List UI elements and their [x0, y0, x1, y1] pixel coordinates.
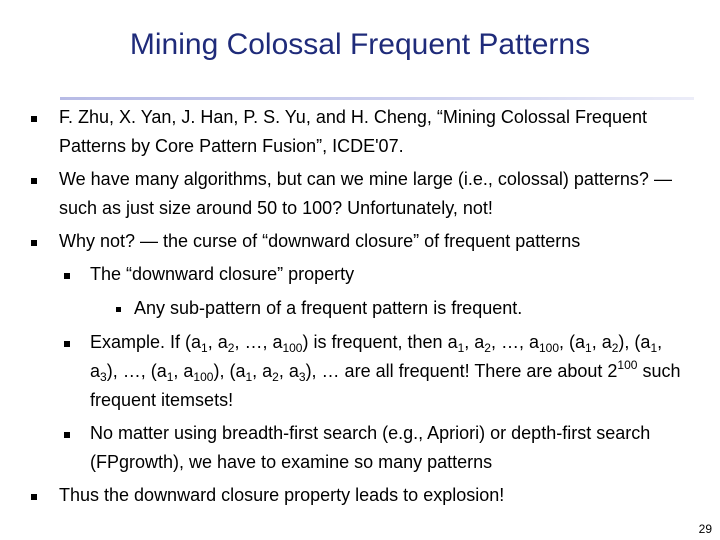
bullet-marker [31, 494, 37, 500]
page-number: 29 [698, 522, 712, 536]
bullet-text: Thus the downward closure property leads to explosion! [59, 485, 505, 505]
bullet-marker [64, 341, 70, 347]
bullet-text: We have many algorithms, but can we mine large (i.e., colossal) patterns? — such as just size around 50 to 100? Unfortunately, not! [59, 169, 672, 218]
bullet-reference [59, 103, 679, 161]
slide-title: Mining Colossal Frequent Patterns [129, 28, 591, 61]
title-underline [60, 97, 694, 100]
bullet-example [90, 328, 690, 415]
bullet-search [90, 419, 690, 477]
bullet-marker [31, 178, 37, 184]
bullet-why-not [59, 227, 679, 256]
bullet-text: No matter using breadth-first search (e.g., Apriori) or depth-first search (FPgrowth), we have to examine so many patterns [90, 423, 651, 472]
bullet-marker [116, 307, 121, 312]
bullet-text: F. Zhu, X. Yan, J. Han, P. S. Yu, and H. Cheng, “Mining Colossal Frequent Patterns by Core Pattern Fusion”, ICDE'07. [59, 107, 647, 156]
bullet-text: Any sub-pattern of a frequent pattern is frequent. [134, 298, 523, 318]
bullet-question [59, 165, 679, 223]
bullet-conclusion [59, 481, 679, 510]
bullet-marker [64, 432, 70, 438]
bullet-marker [31, 116, 37, 122]
bullet-sub-pattern [134, 294, 684, 323]
bullet-downward-closure [90, 260, 690, 289]
bullet-text: The “downward closure” property [90, 264, 355, 284]
bullet-marker [31, 240, 37, 246]
example-text: Example. If ($a_1$, $a_2$, …, $a_{100}$) is frequent, then $a_1$, $a_2$, …, $a_{100}$, ($a_1$, $a_2$), ($a_1$, $a_3$), …, ($a_1$, $a_{100}$), ($a_1$, $a_2$, $a_3$), … are all frequent! There are about $2^{100}$ such frequent itemsets! [90, 332, 681, 410]
bullet-marker [64, 273, 70, 279]
bullet-text: Why not? — the curse of “downward closure” of frequent patterns [59, 231, 581, 251]
